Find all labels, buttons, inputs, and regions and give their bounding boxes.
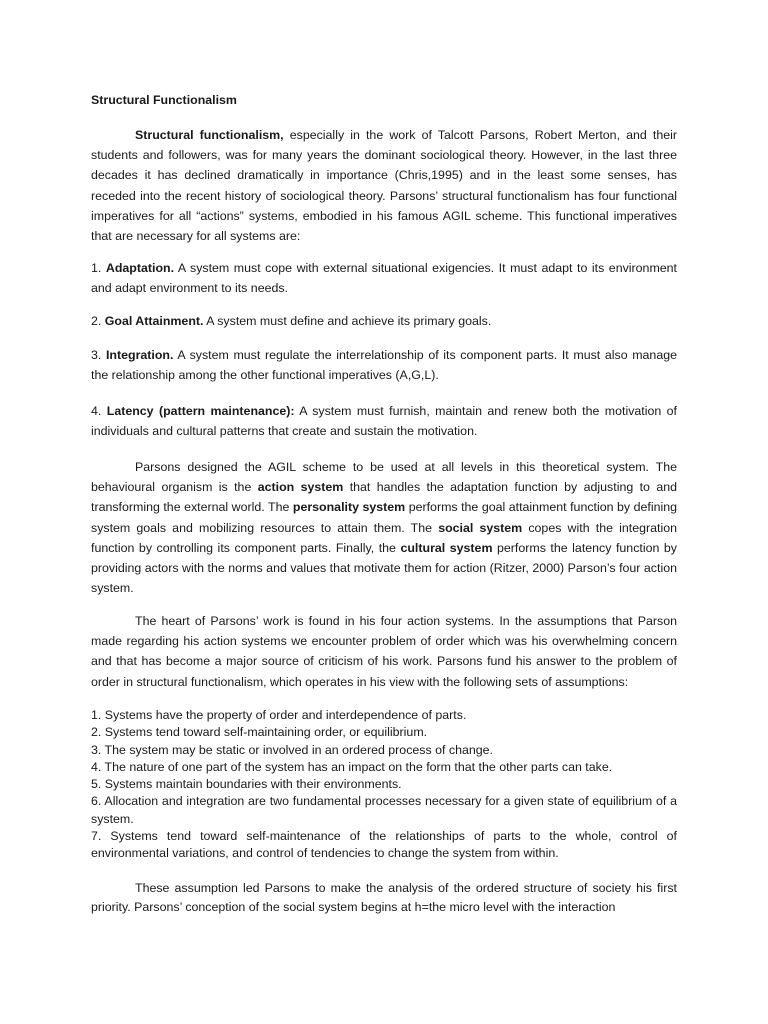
action-systems-paragraph — [91, 457, 677, 598]
list-item: 4. The nature of one part of the system has an impact on the form that the other parts can take. — [91, 759, 613, 774]
list-item: 6. Allocation and integration are two fundamental processes necessary for a given state of equilibrium of a system. — [91, 794, 677, 826]
agil-item-latency — [91, 401, 677, 441]
list-item: 7. Systems tend toward self-maintenance of the relationships of parts to the whole, control of environmental variations, and control of tendencies to change the system from within. — [91, 829, 677, 861]
agil-item-text: A system must define and achieve its primary goals. — [203, 314, 492, 328]
page-title: Structural Functionalism — [91, 93, 237, 107]
term-cultural-system: cultural system — [400, 540, 493, 555]
paragraph-text: Parsons designed the AGIL scheme to be used at all levels in this theoretical system. The behavioural organism is the — [91, 460, 677, 495]
agil-item-term: Integration. — [105, 348, 174, 362]
list-item: 5. Systems maintain boundaries with their environments. — [91, 777, 402, 792]
agil-item-text: A system must furnish, maintain and renew both the motivation of individuals and cultural patterns that create and sustain the motivation. — [91, 404, 677, 439]
agil-item-text: A system must cope with external situational exigencies. It must adapt to its environment and adapt environment to its needs. — [91, 261, 677, 296]
agil-item-adaptation — [91, 258, 677, 298]
assumptions-list — [91, 707, 677, 863]
agil-item-number: 2. — [91, 314, 105, 328]
term-action-system: action system — [257, 480, 344, 495]
paragraph-text: performs the latency function by providing actors with the norms and values that motivate them for action (Ritzer, 2000) Parson’s four action system. — [91, 540, 677, 596]
agil-item-goal-attainment — [91, 311, 677, 331]
intro-lead-term: Structural functionalism, — [135, 128, 284, 142]
agil-item-integration — [91, 345, 677, 385]
term-personality-system: personality system — [292, 500, 406, 515]
intro-text: especially in the work of Talcott Parsons, Robert Merton, and their students and followers, was for many years the dominant sociological theory. However, in the last three decades it has declined dramatically in importance (Chris,1995) and in the least some senses, has receded into the recent history of sociological theory. Parsons’ structural functionalism has four functional imperatives for all “actions” systems, embodied in his famous AGIL scheme. This functional imperatives that are necessary for all systems are: — [91, 128, 677, 244]
agil-item-number: 4. — [91, 404, 107, 418]
paragraph-text: copes with the integration function by controlling its component parts. Finally, the — [91, 520, 677, 555]
agil-item-term: Adaptation. — [105, 261, 175, 275]
heart-paragraph: The heart of Parsons’ work is found in his four action systems. In the assumptions that Parson made regarding his action systems we encounter problem of order which was his overwhelming concern and that has become a major source of criticism of his work. Parsons fund his answer to the problem of order in structural functionalism, which operates in his view with the following sets of assumptions: — [91, 614, 677, 689]
list-item: 1. Systems have the property of order and interdependence of parts. — [91, 708, 467, 722]
final-paragraph: These assumption led Parsons to make the analysis of the ordered structure of society his first priority. Parsons’ conception of the social system begins at h=the micro level with the interaction — [91, 881, 677, 914]
paragraph-text: that handles the adaptation function by adjusting to and transforming the external world. The — [91, 480, 678, 515]
term-social-system: social system — [438, 520, 523, 535]
agil-item-text: A system must regulate the interrelationship of its component parts. It must also manage the relationship among the other functional imperatives (A,G,L). — [91, 348, 677, 383]
agil-item-term: Latency (pattern maintenance): — [106, 404, 295, 418]
list-item: 3. The system may be static or involved in an ordered process of change. — [91, 742, 493, 757]
intro-paragraph — [91, 125, 677, 246]
paragraph-text: performs the goal attainment function by defining system goals and mobilizing resources to attain them. The — [91, 500, 678, 535]
agil-item-number: 3. — [91, 348, 106, 362]
agil-item-number: 1. — [91, 261, 106, 275]
agil-item-term: Goal Attainment. — [104, 314, 204, 328]
list-item: 2. Systems tend toward self-maintaining order, or equilibrium. — [91, 725, 428, 740]
